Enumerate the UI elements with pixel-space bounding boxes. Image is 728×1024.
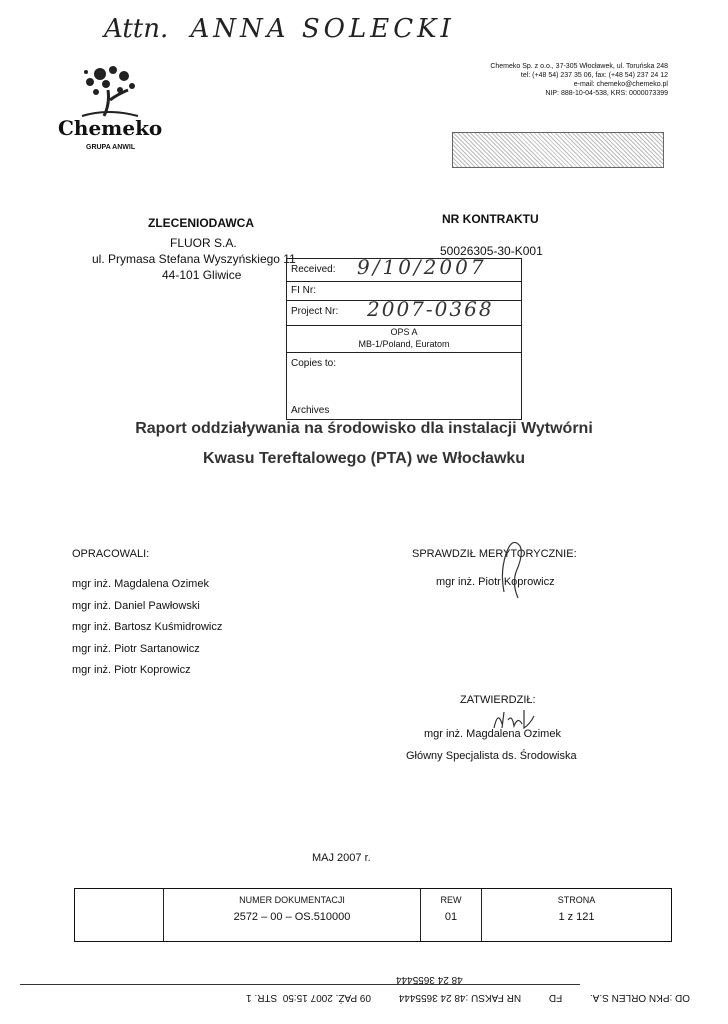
doc-number-value: 2572 – 00 – OS.510000 [233, 911, 351, 923]
doc-number-header: NUMER DOKUMENTACJI [239, 895, 345, 905]
checked-heading: SPRAWDZIŁ MERYTORYCZNIE: [412, 548, 577, 560]
checked-name: mgr inż. Piotr Koprowicz [436, 576, 555, 588]
author-item: mgr inż. Bartosz Kuśmidrowicz [72, 621, 223, 633]
client-name: FLUOR S.A. [170, 236, 237, 250]
address-line: NIP: 888-10-04-538, KRS: 0000073399 [545, 90, 668, 97]
attn-prefix: Attn. [104, 14, 169, 44]
contract-heading: NR KONTRAKTU [442, 212, 539, 226]
signature-scribble-icon [490, 532, 530, 602]
author-item: mgr inż. Piotr Koprowicz [72, 664, 191, 676]
received-stamp [286, 255, 522, 420]
project-number-handwriting: 2007-0368 [367, 297, 494, 321]
document-date: MAJ 2007 r. [312, 852, 371, 864]
company-logo [58, 60, 168, 160]
stamp-row-copies [287, 353, 521, 409]
stamp-row-ops [287, 326, 521, 353]
doc-number-cell [164, 889, 421, 941]
client-heading: ZLECENIODAWCA [148, 216, 254, 230]
fax-number-upper: 48 24 3655444 [396, 974, 463, 985]
approved-name: mgr inż. Magdalena Ozimek [424, 728, 561, 740]
redacted-barcode-block [452, 132, 664, 168]
fax-header-line: OD :PKN ORLEN S.A. FD NR FAKSU :48 24 3655444 09 PAŹ. 2007 15:50 STR. 1 [246, 992, 690, 1003]
author-item: mgr inż. Magdalena Ozimek [72, 578, 209, 590]
received-label: Received: [291, 264, 336, 275]
page-header: STRONA [557, 895, 596, 905]
document-number-table [74, 888, 672, 942]
prepared-heading: OPRACOWALI: [72, 548, 150, 560]
revision-header: REW [440, 895, 462, 905]
attn-name: ANNA SOLECKI [190, 14, 455, 44]
author-item: mgr inż. Piotr Sartanowicz [72, 642, 200, 655]
contract-number: 50026305-30-K001 [440, 244, 543, 258]
ops-line-1: OPS A [390, 327, 418, 337]
authors-list [72, 574, 222, 682]
attn-handwriting [104, 14, 455, 44]
stamp-row-received [287, 255, 521, 282]
approved-role: Główny Specjalista ds. Środowiska [406, 750, 577, 762]
logo-text: Chemeko [58, 116, 163, 140]
client-city: 44-101 Gliwice [162, 268, 242, 282]
client-street: ul. Prymasa Stefana Wyszyńskiego 11 [92, 252, 296, 266]
fi-label: FI Nr: [291, 285, 316, 296]
archives-label: Archives [291, 405, 330, 416]
page-cell [482, 889, 672, 941]
project-label: Project Nr: [291, 306, 339, 317]
address-line: e-mail: chemeko@chemeko.pl [573, 81, 668, 88]
stamp-row-project [287, 297, 521, 326]
tree-logo-icon [58, 60, 168, 122]
approved-heading: ZATWIERDZIŁ: [460, 694, 536, 706]
ops-line-2: MB-1/Poland, Euratom [358, 339, 450, 349]
company-address [420, 62, 668, 98]
page-value: 1 z 121 [558, 911, 595, 923]
table-empty-cell [75, 889, 164, 941]
revision-value: 01 [444, 911, 458, 923]
address-line: Chemeko Sp. z o.o., 37-305 Włocławek, ul. Toruńska 248 [490, 63, 668, 70]
fax-separator-line [20, 984, 580, 985]
report-title-line-1: Raport oddziaływania na środowisko dla instalacji Wytwórni [135, 420, 593, 437]
report-title-line-2: Kwasu Tereftalowego (PTA) we Włocławku [202, 450, 526, 467]
author-item: mgr inż. Daniel Pawłowski [72, 599, 200, 612]
address-line: tel: (+48 54) 237 35 06, fax: (+48 54) 237 24 12 [520, 72, 668, 79]
logo-subtitle: GRUPA ANWIL [86, 144, 136, 151]
revision-cell [421, 889, 482, 941]
copies-label: Copies to: [291, 358, 337, 369]
received-date-handwriting: 9/10/2007 [357, 255, 487, 279]
